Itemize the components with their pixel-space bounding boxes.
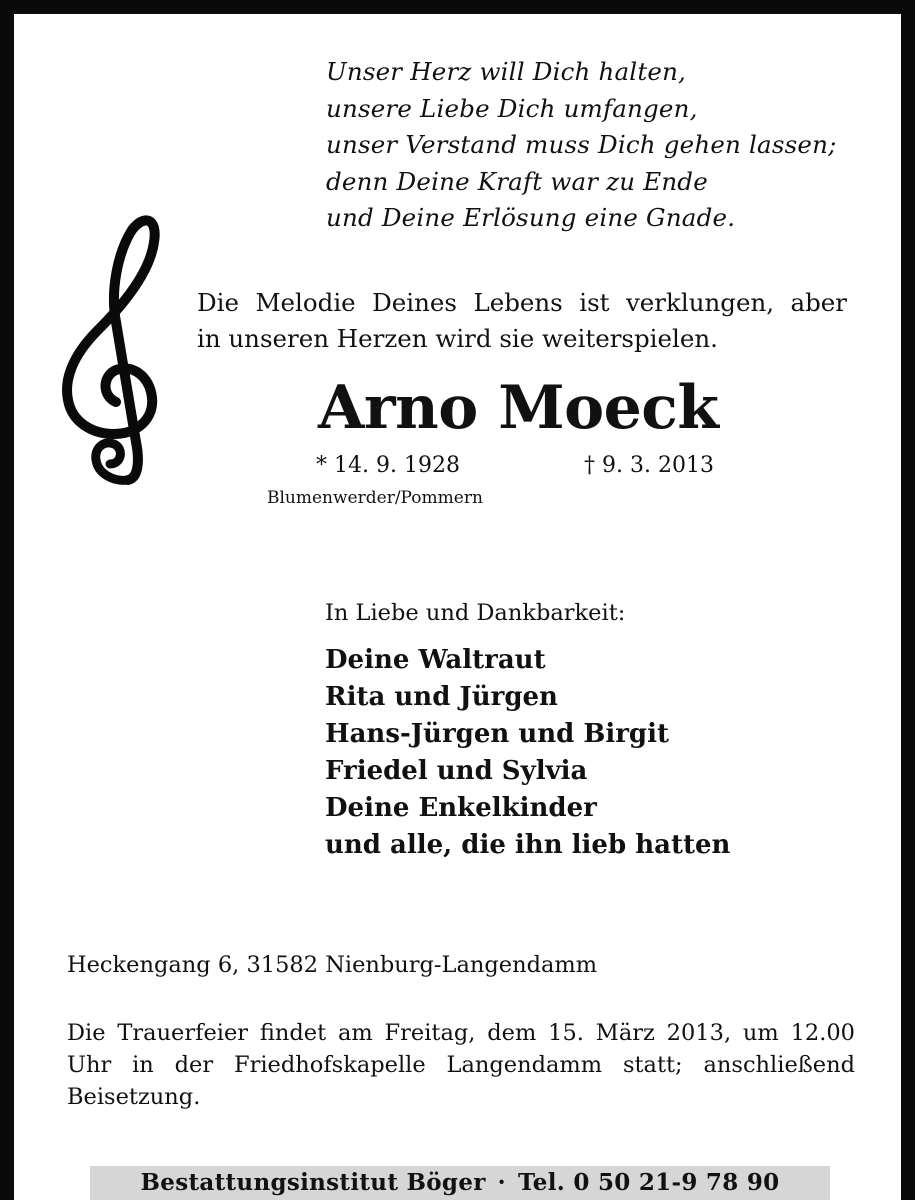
poem-line: denn Deine Kraft war zu Ende [326, 166, 708, 196]
deceased-name: Arno Moeck [318, 373, 719, 443]
poem-line: und Deine Erlösung eine Gnade. [326, 203, 736, 232]
funeral-line: Die Trauerfeier findet am Freitag, dem 15. März 2013, um 12.00 [67, 1020, 855, 1046]
funeral-notice [67, 1017, 855, 1113]
mourners-intro: In Liebe und Dankbarkeit: [325, 600, 626, 626]
funeral-home-name: Bestattungsinstitut Böger [140, 1169, 486, 1196]
mourner-name: Hans-Jürgen und Birgit [325, 719, 669, 749]
death-date: † 9. 3. 2013 [584, 453, 714, 478]
birthplace: Blumenwerder/Pommern [267, 488, 483, 508]
footer-separator: · [497, 1169, 506, 1196]
poem-line: unsere Liebe Dich umfangen, [326, 93, 698, 123]
melody-line: Die Melodie Deines Lebens ist verklungen, aber [197, 288, 847, 317]
mourner-name: Deine Enkelkinder [325, 793, 597, 823]
address: Heckengang 6, 31582 Nienburg-Langendamm [67, 952, 598, 978]
funeral-line: Uhr in der Friedhofskapelle Langendamm statt; anschließend [67, 1052, 855, 1078]
mourner-name: Friedel und Sylvia [325, 756, 588, 786]
mourner-name: und alle, die ihn lieb hatten [325, 830, 731, 860]
birth-date: * 14. 9. 1928 [316, 453, 460, 478]
funeral-home-footer [90, 1166, 830, 1200]
melody-line: in unseren Herzen wird sie weiterspielen. [197, 324, 718, 353]
funeral-home-phone: Tel. 0 50 21-9 78 90 [517, 1169, 780, 1196]
mourners-list [325, 642, 730, 864]
mourner-name: Deine Waltraut [325, 645, 546, 675]
mourner-name: Rita und Jürgen [325, 682, 558, 712]
poem-line: unser Verstand muss Dich gehen lassen; [326, 130, 837, 159]
melody-text [197, 285, 847, 357]
poem-line: Unser Herz will Dich halten, [326, 57, 687, 86]
funeral-line: Beisetzung. [67, 1084, 201, 1110]
treble-clef-icon [58, 212, 168, 492]
poem [326, 54, 886, 237]
